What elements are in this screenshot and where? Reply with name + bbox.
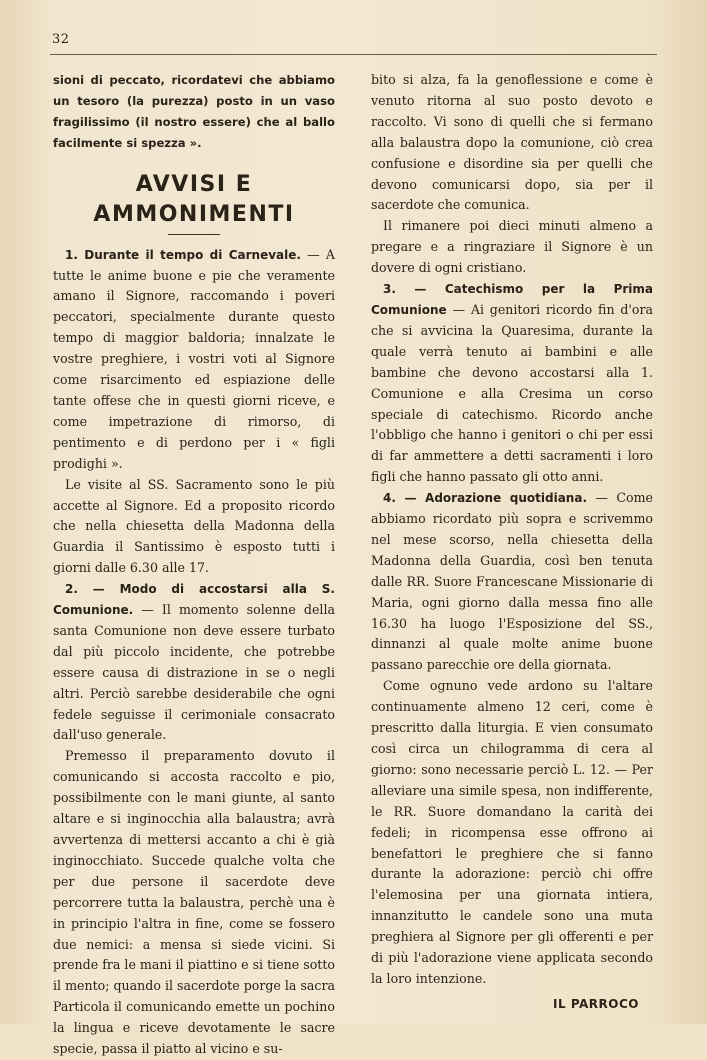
header-rule [50,54,657,55]
notice-3-text: — Ai genitori ricordo fin d'ora che si avvicina la Quaresima, durante la quale verrà tenuto ai bambini e alle bambine che devono accostarsi alla 1. Comunione e alla Cresima un corso speciale di catechismo. Ricordo anche l'obbligo che hanno i genitori o chi per essi di far ammettere a detti sacramenti i loro figli che hanno passato gli otto anni. [371,301,653,485]
notice-2 [53,579,335,746]
notice-2-heading: 2. — Modo di accostarsi alla S. Comunione. [53,582,335,618]
notice-2-text: — Il momento solenne della santa Comunione non deve essere turbato dal più piccolo incidente, che potrebbe essere causa di distrazione in se o negli altri. Perciò sarebbe desiderabile che ogni fedele seguisse il cerimoniale consacrato dall'uso generale. [53,602,335,743]
page-number: 32 [52,32,70,47]
intro-paragraph: sioni di peccato, ricordatevi che abbiamo un tesoro (la purezza) posto in un vaso fragilissimo (il nostro essere) che al ballo facilmente si spezza ». [53,73,335,150]
notice-4 [371,488,653,676]
continuation-paragraph: bito si alza, fa la genoflessione e come è venuto ritorna al suo posto devoto e raccolto. Vi sono di quelli che si fermano alla balaustra dopo la comunione, ciò crea confusione e disordine sia per quelli che devono comunicarsi dopo, sia per il sacerdote che comunica. [371,72,653,213]
notice-1-heading: 1. Durante il tempo di Carnevale. [65,247,301,262]
title-rule [168,234,220,235]
notice-4-heading: 4. — Adorazione quotidiana. [383,491,587,506]
left-column [53,70,335,1060]
signature: IL PARROCO [553,996,639,1011]
notice-4-text: — Come abbiamo ricordato più sopra e scrivemmo nel mese scorso, nella chiesetta della Madonna della Guardia, così ben tenuta dalle RR. Suore Francescane Missionarie di Maria, ogni giorno dalla messa fino alle 16.30 ha luogo l'Esposizione del SS., dinnanzi al quale molte anime buone passano parecchie ore della giornata. [371,490,653,673]
notice-2-paragraph-4: Il rimanere poi dieci minuti almeno a pregare e a ringraziare il Signore è un dovere di ogni cristiano. [371,218,653,276]
notice-1-text: — A tutte le anime buone e pie che veramente amano il Signore, raccomando i poveri peccatori, specialmente durante questo tempo di maggior baldoria; innalzate le vostre preghiere, i vostri voti al Signore come risarcimento ed espiazione delle tante offese che in questi giorni riceve, e come impetrazione di rimorso, di pentimento e di perdono per i « figli prodighi ». [53,246,335,471]
notice-1 [53,245,335,475]
notice-3 [371,279,653,488]
right-column [371,70,653,1015]
notice-1-paragraph-2: Le visite al SS. Sacramento sono le più accette al Signore. Ed a proposito ricordo che nella chiesetta della Madonna della Guardia il Santissimo è esposto tutti i giorni dalle 6.30 alle 17. [53,476,335,576]
section-title: AVVISI E AMMONIMENTI [93,171,295,227]
notice-2-paragraph-2: Premesso il preparamento dovuto il comunicando si accosta raccolto e pio, possibilmente con le mani giunte, al santo altare e si inginocchia alla balaustra; avrà avvertenza di mettersi accanto a chi è già inginocchiato. Succede qualche volta che per due persone il sacerdote deve percorrere tutta la balaustra, perchè una è in principio l'altra in fine, come se fossero due nemici: a mensa si siede vicini. Si prende fra le mani il piattino e si tiene sotto il mento; quando il sacerdote porge la sacra Particola il comunicando emette un pochino la lingua e riceve devotamente le sacre specie, passa il piatto al vicino e su- [53,748,335,1057]
notice-4-paragraph-2: Come ognuno vede ardono su l'altare continuamente almeno 12 ceri, come è prescritto dalla liturgia. E vien consumato così circa un chilogramma di cera al giorno: sono necessarie perciò L. 12. — Per alleviare una simile spesa, non indifferente, le RR. Suore domandano la carità dei fedeli; in ricompensa esse offrono ai benefattori le preghiere che si fanno durante la adorazione: perciò chi offre l'elemosina per una giornata intiera, innanzitutto le candele sono una muta preghiera al Signore per gli offerenti e per di più l'adorazione viene applicata secondo la loro intenzione. [371,678,653,986]
notice-3-heading: 3. — Catechismo per la Prima Comunione [371,282,653,317]
